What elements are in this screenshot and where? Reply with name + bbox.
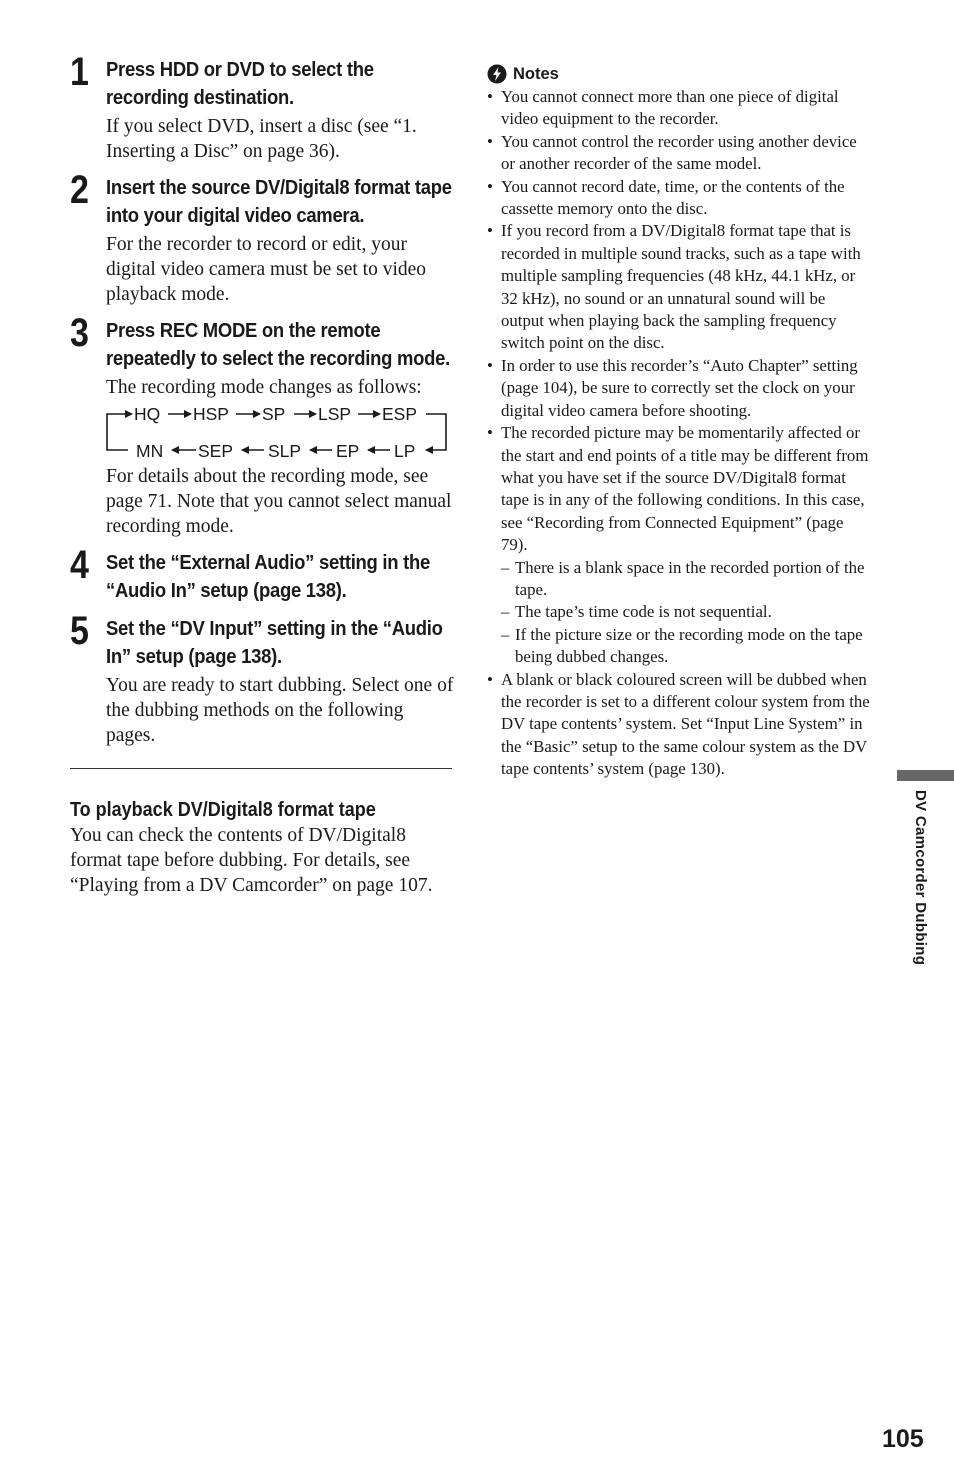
step-body: If you select DVD, insert a disc (see “1. Inserting a Disc” on page 36). — [106, 116, 417, 162]
note-sub-item: – There is a blank space in the recorded portion of the tape. — [501, 557, 865, 599]
section-side-title: DV Camcorder Dubbing — [912, 790, 929, 966]
step-heading: Press HDD or DVD to select the recording destination. — [106, 58, 374, 109]
note-item: • If you record from a DV/Digital8 format tape that is recorded in multiple sound tracks, such as a tape with multiple sampling frequencies (48 kHz, 44.1 kHz, or 32 kHz), no sound or an unnatural sound will be output when playing back the sampling frequency switch point on the disc. — [487, 221, 861, 353]
section-divider — [70, 768, 452, 769]
note-sub-item: – If the picture size or the recording mode on the tape being dubbed changes. — [501, 624, 863, 667]
step-body-after: For details about the recording mode, see page 71. Note that you cannot select manual recording mode. — [106, 466, 452, 537]
mode-hsp: HSP — [193, 404, 229, 424]
step-number: 2 — [70, 168, 89, 212]
notes-column — [487, 62, 871, 781]
mode-esp: ESP — [382, 404, 418, 424]
playback-heading: To playback DV/Digital8 format tape — [70, 799, 376, 821]
step-heading: Set the “DV Input” setting in the “Audio In” setup (page 138). — [106, 617, 443, 668]
mode-slp: SLP — [268, 441, 302, 461]
step-number: 3 — [70, 311, 89, 355]
step-number: 4 — [70, 543, 89, 587]
mode-lsp: LSP — [318, 404, 352, 424]
step-heading: Set the “External Audio” setting in the “Audio In” setup (page 138). — [106, 551, 430, 602]
step-4 — [70, 543, 454, 605]
note-item: • You cannot record date, time, or the contents of the cassette memory onto the disc. — [487, 176, 845, 219]
note-sub-item: – The tape’s time code is not sequential. — [501, 602, 772, 622]
step-1 — [70, 50, 454, 164]
notes-heading — [487, 62, 871, 86]
mode-lp: LP — [394, 441, 416, 461]
mode-mn: MN — [136, 441, 164, 461]
step-body: You are ready to start dubbing. Select one of the dubbing methods on the following pages. — [106, 675, 454, 746]
playback-body: You can check the contents of DV/Digital8 format tape before dubbing. For details, see “Playing from a DV Camcorder” on page 107. — [70, 825, 433, 896]
step-number: 5 — [70, 609, 89, 653]
notes-icon — [487, 64, 507, 84]
note-item: • The recorded picture may be momentarily affected or the start and end points of a title may be different from what you have set if the source DV/Digital8 format tape is in any of the following conditions. In this case, see “Recording from Connected Equipment” (page 79). — [487, 423, 869, 555]
page-number: 105 — [882, 1425, 924, 1453]
step-body: For the recorder to record or edit, your digital video camera must be set to video playback mode. — [106, 234, 427, 305]
mode-hq: HQ — [134, 404, 161, 424]
note-item: • You cannot connect more than one piece of digital video equipment to the recorder. — [487, 87, 839, 129]
step-2 — [70, 168, 454, 307]
note-item: • In order to use this recorder’s “Auto Chapter” setting (page 104), be sure to correctly set the clock on your digital video camera before shooting. — [487, 355, 858, 420]
mode-sep: SEP — [198, 441, 234, 461]
mode-sp: SP — [262, 404, 286, 424]
notes-title: Notes — [513, 65, 559, 83]
step-body: The recording mode changes as follows: — [106, 377, 422, 398]
step-5 — [70, 609, 454, 748]
note-item: • A blank or black coloured screen will be dubbed when the recorder is set to a different colour system from the DV tape contents’ system. Set “Input Line System” in the “Basic” setup to the same colour system as the DV tape contents’ system (page 130). — [487, 669, 870, 779]
section-tab-marker — [897, 770, 954, 781]
recording-mode-flow-diagram — [106, 404, 452, 462]
left-column — [70, 50, 454, 898]
mode-ep: EP — [336, 441, 360, 461]
step-number: 1 — [70, 50, 89, 94]
note-item: • You cannot control the recorder using another device or another recorder of the same model. — [487, 131, 857, 174]
step-heading: Press REC MODE on the remote repeatedly to select the recording mode. — [106, 319, 450, 370]
step-3 — [70, 311, 454, 539]
step-heading: Insert the source DV/Digital8 format tape into your digital video camera. — [106, 176, 452, 227]
